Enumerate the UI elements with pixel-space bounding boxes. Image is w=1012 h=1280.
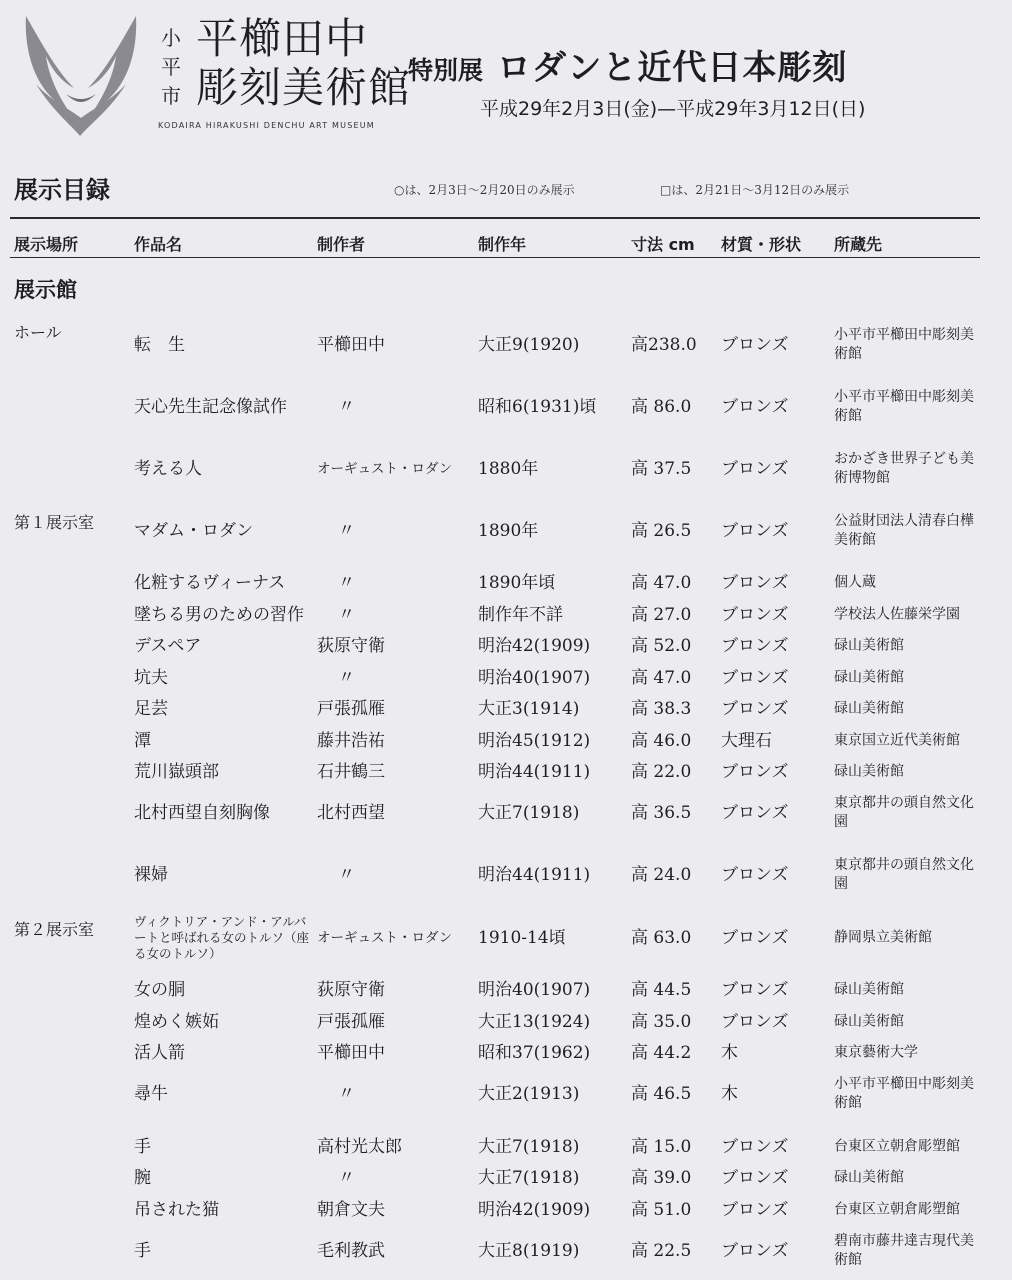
column-header-location: 展示場所 (14, 235, 79, 254)
cell-year: 明治42(1909) (478, 1200, 591, 1220)
cell-maker: 〃 (338, 865, 355, 885)
cell-size: 高 86.0 (631, 397, 692, 417)
cell-room: 第２展示室 (14, 920, 95, 939)
cell-size: 高 26.5 (631, 521, 692, 541)
cell-year: 大正7(1918) (478, 1168, 580, 1188)
cell-owner: 碌山美術館 (834, 763, 904, 780)
cell-year: 明治44(1911) (478, 865, 591, 885)
cell-owner: 小平市平櫛田中彫刻美術館 (834, 1076, 974, 1111)
cell-size: 高 38.3 (631, 699, 692, 719)
cell-title: 煌めく嫉妬 (134, 1012, 219, 1032)
cell-year: 1910-14頃 (478, 928, 566, 948)
cell-title: 潭 (134, 731, 151, 751)
cell-size: 高 22.5 (631, 1241, 692, 1261)
cell-title: 荒川嶽頭部 (134, 762, 219, 782)
cell-material: ブロンズ (721, 865, 789, 885)
cell-year: 1880年 (478, 459, 539, 479)
cell-maker: 荻原守衛 (317, 980, 385, 1000)
cell-title: 坑夫 (134, 668, 168, 688)
cell-size: 高 47.0 (631, 668, 692, 688)
cell-year: 1890年頃 (478, 573, 556, 593)
cell-size: 高 39.0 (631, 1168, 692, 1188)
cell-owner: 個人蔵 (834, 574, 876, 591)
cell-owner: おかざき世界子ども美術博物館 (834, 451, 974, 486)
museum-name-line2: 彫刻美術館 (196, 63, 412, 112)
cell-year: 明治42(1909) (478, 636, 591, 656)
cell-owner: 碧南市藤井達吉現代美術館 (834, 1233, 974, 1268)
cell-material: ブロンズ (721, 1012, 789, 1032)
cell-title: 考える人 (134, 459, 202, 479)
cell-maker: 藤井浩祐 (317, 731, 385, 751)
cell-size: 高 24.0 (631, 865, 692, 885)
cell-year: 大正2(1913) (478, 1084, 580, 1104)
cell-owner: 東京国立近代美術館 (834, 732, 960, 749)
cell-maker: 平櫛田中 (317, 335, 385, 355)
cell-maker: 平櫛田中 (317, 1043, 385, 1063)
cell-maker: 北村西望 (317, 803, 385, 823)
cell-size: 高 63.0 (631, 928, 692, 948)
cell-owner: 碌山美術館 (834, 637, 904, 654)
cell-title: 手 (134, 1137, 151, 1157)
cell-material: ブロンズ (721, 1168, 789, 1188)
cell-material: ブロンズ (721, 699, 789, 719)
column-header-owner: 所蔵先 (834, 235, 883, 254)
cell-year: 大正7(1918) (478, 1137, 580, 1157)
cell-year: 大正3(1914) (478, 699, 580, 719)
cell-year: 明治44(1911) (478, 762, 591, 782)
cell-room: 第１展示室 (14, 513, 95, 532)
museum-name (196, 14, 411, 112)
cell-title: 化粧するヴィーナス (134, 573, 286, 593)
cell-owner: 碌山美術館 (834, 1013, 904, 1030)
catalog-title: 展示目録 (14, 176, 110, 204)
cell-size: 高 37.5 (631, 459, 692, 479)
cell-title: 腕 (134, 1168, 151, 1188)
column-header-size: 寸法 cm (631, 235, 695, 254)
cell-maker: 戸張孤雁 (317, 699, 385, 719)
cell-material: ブロンズ (721, 803, 789, 823)
cell-material: ブロンズ (721, 605, 789, 625)
exhibition-prefix: 特別展 (408, 56, 484, 85)
cell-owner: 台東区立朝倉彫塑館 (834, 1201, 960, 1218)
museum-logo-icon (22, 14, 140, 138)
cell-maker: オーギュスト・ロダン (317, 461, 453, 477)
cell-title: 転 生 (134, 335, 185, 355)
cell-material: ブロンズ (721, 573, 789, 593)
cell-material: ブロンズ (721, 980, 789, 1000)
cell-owner: 小平市平櫛田中彫刻美術館 (834, 327, 974, 362)
cell-size: 高 27.0 (631, 605, 692, 625)
cell-room: ホール (14, 323, 62, 342)
header-top-rule (10, 217, 980, 219)
cell-size: 高 46.0 (631, 731, 692, 751)
cell-size: 高 15.0 (631, 1137, 692, 1157)
column-header-title: 作品名 (134, 235, 183, 254)
cell-material: ブロンズ (721, 668, 789, 688)
cell-maker: 戸張孤雁 (317, 1012, 385, 1032)
cell-title: 天心先生記念像試作 (134, 397, 287, 417)
cell-title: マダム・ロダン (134, 521, 254, 541)
city-name: 小平市 (161, 26, 181, 108)
cell-owner: 学校法人佐藤栄学園 (834, 606, 960, 623)
cell-year: 大正9(1920) (478, 335, 580, 355)
cell-maker: 〃 (338, 573, 355, 593)
cell-year: 大正8(1919) (478, 1241, 580, 1261)
cell-size: 高 52.0 (631, 636, 692, 656)
cell-material: ブロンズ (721, 928, 789, 948)
cell-material: ブロンズ (721, 1241, 789, 1261)
cell-material: ブロンズ (721, 1137, 789, 1157)
note-circle: ○は、2月3日～2月20日のみ展示 (394, 183, 575, 197)
cell-year: 昭和37(1962) (478, 1043, 591, 1063)
cell-title: 北村西望自刻胸像 (134, 803, 270, 823)
section-title: 展示館 (14, 278, 77, 302)
note-square: □は、2月21日～3月12日のみ展示 (660, 183, 850, 197)
cell-year: 大正7(1918) (478, 803, 580, 823)
cell-owner: 小平市平櫛田中彫刻美術館 (834, 389, 974, 424)
cell-material: ブロンズ (721, 459, 789, 479)
cell-title: 女の胴 (134, 980, 185, 1000)
cell-title: 足芸 (134, 699, 168, 719)
cell-year: 制作年不詳 (478, 605, 563, 625)
cell-size: 高 47.0 (631, 573, 692, 593)
museum-name-english: KODAIRA HIRAKUSHI DENCHU ART MUSEUM (158, 121, 375, 130)
cell-material: ブロンズ (721, 1200, 789, 1220)
cell-owner: 碌山美術館 (834, 1169, 904, 1186)
cell-size: 高 35.0 (631, 1012, 692, 1032)
cell-owner: 碌山美術館 (834, 981, 904, 998)
cell-owner: 東京都井の頭自然文化園 (834, 795, 974, 830)
cell-material: ブロンズ (721, 636, 789, 656)
exhibition-title (408, 40, 847, 89)
cell-material: ブロンズ (721, 762, 789, 782)
cell-title: 手 (134, 1241, 151, 1261)
column-header-maker: 制作者 (317, 235, 366, 254)
cell-size: 高 46.5 (631, 1084, 692, 1104)
cell-title: 尋牛 (134, 1084, 168, 1104)
cell-material: ブロンズ (721, 397, 789, 417)
cell-year: 明治40(1907) (478, 980, 591, 1000)
cell-maker: 石井鶴三 (317, 762, 385, 782)
cell-owner: 静岡県立美術館 (834, 929, 932, 946)
exhibition-main-title: ロダンと近代日本彫刻 (497, 48, 848, 88)
exhibition-dates: 平成29年2月3日(金)—平成29年3月12日(日) (480, 98, 866, 120)
cell-title: 活人箭 (134, 1043, 185, 1063)
cell-maker: 〃 (338, 1168, 355, 1188)
cell-year: 昭和6(1931)頃 (478, 397, 597, 417)
cell-year: 1890年 (478, 521, 539, 541)
cell-material: ブロンズ (721, 335, 789, 355)
cell-maker: 高村光太郎 (317, 1137, 402, 1157)
cell-size: 高 44.5 (631, 980, 692, 1000)
column-header-year: 制作年 (478, 235, 527, 254)
cell-size: 高 36.5 (631, 803, 692, 823)
cell-title: ヴィクトリア・アンド・アルバートと呼ばれる女のトルソ（座る女のトルソ） (134, 914, 310, 961)
cell-owner: 公益財団法人清春白樺美術館 (834, 513, 974, 548)
header-bottom-rule (10, 257, 980, 258)
cell-maker: 朝倉文夫 (317, 1200, 385, 1220)
cell-owner: 碌山美術館 (834, 669, 904, 686)
cell-maker: 荻原守衛 (317, 636, 385, 656)
cell-title: 墜ちる男のための習作 (134, 605, 304, 625)
cell-size: 高238.0 (631, 335, 697, 355)
cell-material: 木 (721, 1084, 738, 1104)
cell-title: 裸婦 (134, 865, 168, 885)
museum-name-line1: 平櫛田中 (196, 14, 369, 63)
cell-size: 高 44.2 (631, 1043, 692, 1063)
cell-maker: 〃 (338, 397, 355, 417)
cell-maker: 〃 (338, 521, 355, 541)
cell-owner: 台東区立朝倉彫塑館 (834, 1138, 960, 1155)
cell-owner: 碌山美術館 (834, 700, 904, 717)
cell-size: 高 51.0 (631, 1200, 692, 1220)
cell-maker: 〃 (338, 1084, 355, 1104)
column-header-material: 材質・形状 (721, 235, 802, 254)
cell-material: 大理石 (721, 731, 772, 751)
cell-maker: 〃 (338, 605, 355, 625)
cell-year: 明治40(1907) (478, 668, 591, 688)
cell-year: 大正13(1924) (478, 1012, 591, 1032)
cell-owner: 東京都井の頭自然文化園 (834, 857, 974, 892)
cell-maker: オーギュスト・ロダン (317, 930, 453, 946)
cell-maker: 毛利教武 (317, 1241, 385, 1261)
cell-year: 明治45(1912) (478, 731, 591, 751)
cell-title: 吊された猫 (134, 1200, 219, 1220)
cell-material: 木 (721, 1043, 738, 1063)
cell-owner: 東京藝術大学 (834, 1044, 918, 1061)
cell-title: デスペア (134, 636, 202, 656)
cell-maker: 〃 (338, 668, 355, 688)
cell-material: ブロンズ (721, 521, 789, 541)
cell-size: 高 22.0 (631, 762, 692, 782)
